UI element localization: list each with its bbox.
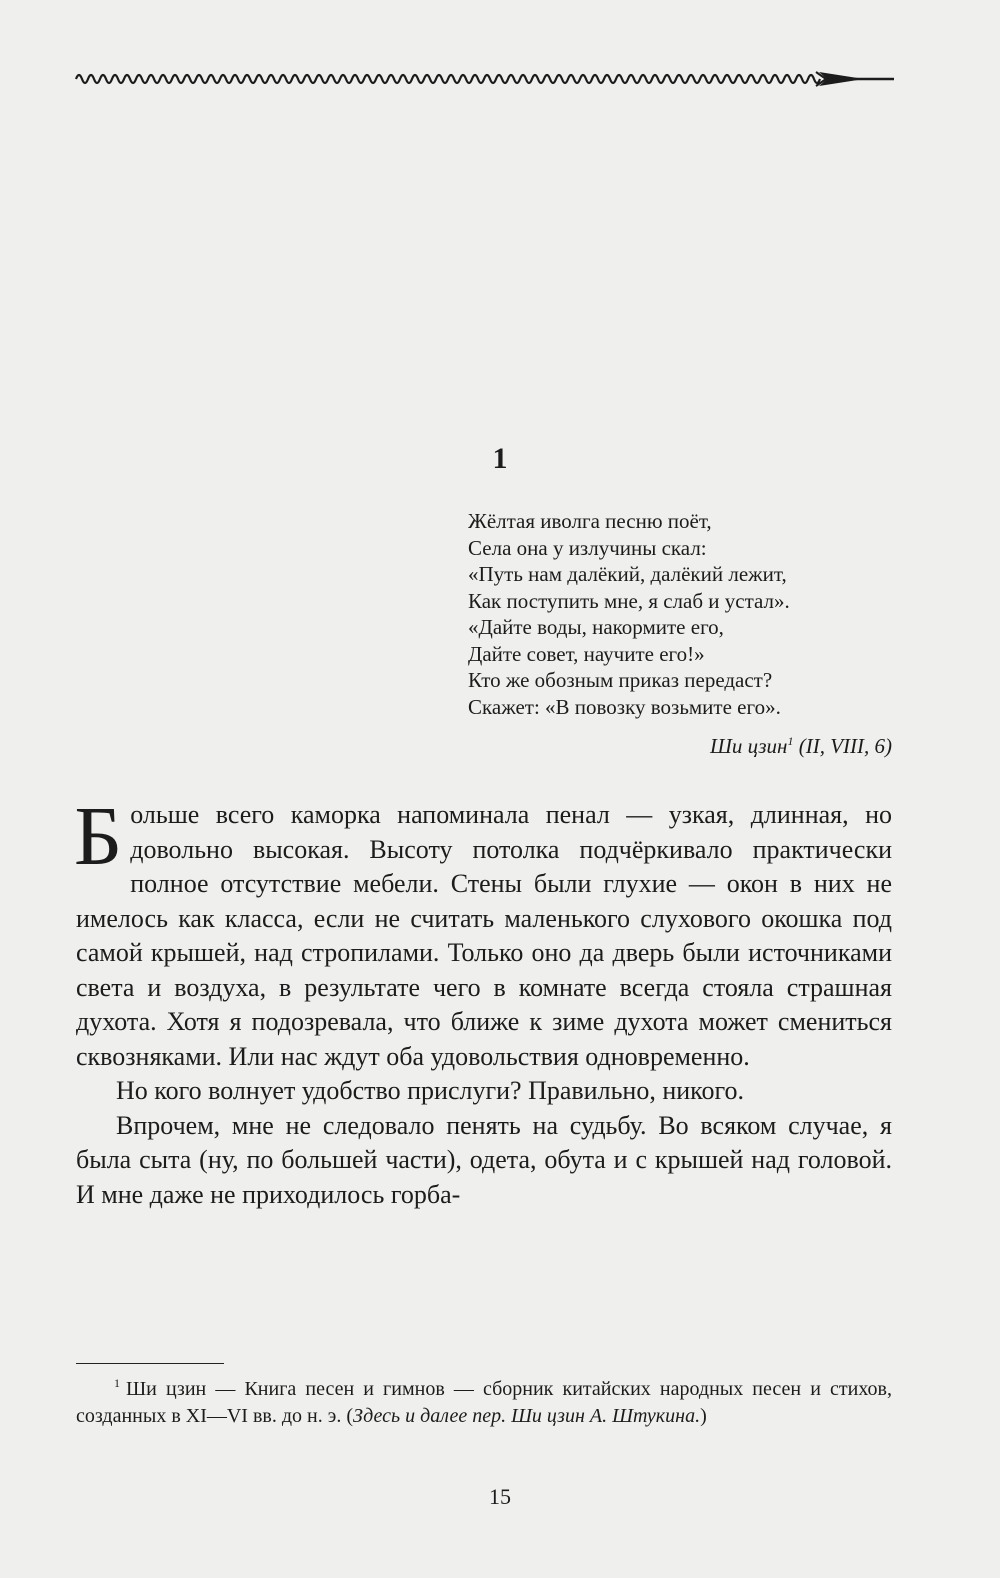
epigraph-line: Как поступить мне, я слаб и устал».: [468, 588, 790, 613]
header-ornament-icon: [74, 62, 896, 96]
chapter-number: 1: [492, 442, 508, 475]
paragraph: Впрочем, мне не следовало пенять на судьбу. Во всяком случае, я была сыта (ну, по большей части), одета, обута и с крышей над головой. И мне даже не приходилось горба-: [76, 1110, 892, 1209]
footnote-mark: 1: [114, 1376, 120, 1391]
footnote-close: ): [700, 1405, 707, 1427]
epigraph-line: Дайте совет, научите его!»: [468, 641, 705, 666]
paragraph: Но кого волнует удобство прислуги? Правильно, никого.: [116, 1076, 744, 1105]
page-number: 15: [489, 1484, 511, 1509]
epigraph-line: Скажет: «В повозку возьмите его».: [468, 694, 781, 719]
epigraph-line: «Путь нам далёкий, далёкий лежит,: [468, 562, 787, 586]
epigraph-source-title: Ши цзин: [709, 734, 788, 758]
epigraph-line: Села она у излучины скал:: [468, 535, 707, 560]
paragraph-text: ольше всего каморка напоминала пенал — узкая, длинная, но довольно высокая. Высоту потолка подчёркивало практически полное отсутствие мебели. Стены были глухие — окон в них не имелось как класса, если не считать маленького слухового окошка под самой крышей, над стропилами. Только оно да дверь были источниками света и воздуха, в результате чего в комнате всегда стояла страшная духота. Хотя я подозревала, что ближе к зиме духота может смениться сквозняками. Или нас ждут оба удовольствия одновременно.: [76, 800, 892, 1071]
epigraph-source-ref: (II, VIII, 6): [793, 734, 892, 758]
footnote: [76, 1376, 892, 1430]
epigraph: [468, 508, 892, 720]
footnote-divider: [76, 1363, 224, 1364]
drop-cap: Б: [74, 790, 123, 883]
epigraph-line: Жёлтая иволга песню поёт,: [468, 509, 712, 533]
epigraph-line: «Дайте воды, накормите его,: [468, 615, 724, 639]
paragraph: [74, 790, 892, 1074]
footnote-reference: 1: [787, 734, 794, 748]
footnote-text: Ши цзин — Книга песен и гимнов — сборник китайских народных песен и стихов, созданных в XI—VI вв. до н. э. (: [76, 1378, 892, 1427]
epigraph-source: [710, 734, 892, 759]
body-text: [74, 790, 892, 1212]
epigraph-line: Кто же обозным приказ передаст?: [468, 668, 773, 692]
footnote-italic: Здесь и далее пер. Ши цзин А. Штукина.: [352, 1405, 701, 1427]
